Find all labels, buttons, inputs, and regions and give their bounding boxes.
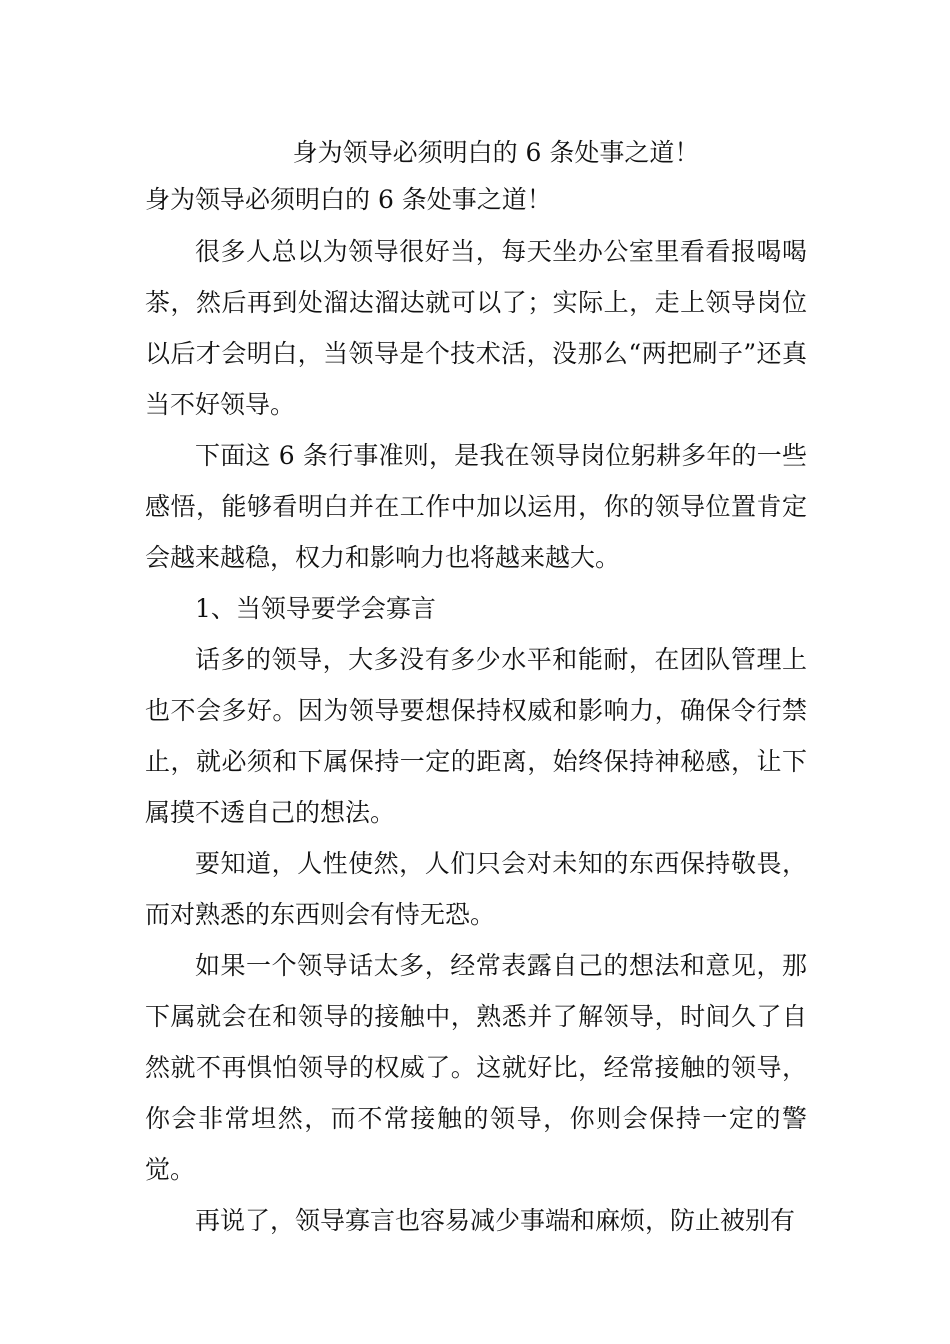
section-heading-1: 1、当领导要学会寡言 — [195, 594, 436, 623]
document-subtitle: 身为领导必须明白的 6 条处事之道！ — [145, 185, 552, 214]
paragraph-body: 再说了，领导寡言也容易减少事端和麻烦，防止被别有 — [195, 1206, 796, 1235]
paragraph-overview: 下面这 6 条行事准则，是我在领导岗位躬耕多年的一些感悟，能够看明白并在工作中加以运用，你的领导位置肯定会越来越稳，权力和影响力也将越来越大。 — [145, 441, 807, 572]
document-title: 身为领导必须明白的 6 条处事之道！ — [292, 138, 700, 167]
paragraph-body: 要知道，人性使然，人们只会对未知的东西保持敬畏，而对熟悉的东西则会有恃无恐。 — [145, 849, 807, 929]
paragraph-body: 话多的领导，大多没有多少水平和能耐，在团队管理上也不会多好。因为领导要想保持权威和影响力，确保令行禁止，就必须和下属保持一定的距离，始终保持神秘感，让下属摸不透自己的想法。 — [145, 645, 807, 827]
paragraph-intro: 很多人总以为领导很好当，每天坐办公室里看看报喝喝茶，然后再到处溜达溜达就可以了；实际上，走上领导岗位以后才会明白，当领导是个技术活，没那么“两把刷子”还真当不好领导。 — [145, 237, 807, 419]
document-body — [145, 128, 807, 1246]
paragraph-body: 如果一个领导话太多，经常表露自己的想法和意见，那下属就会在和领导的接触中，熟悉并了解领导，时间久了自然就不再惧怕领导的权威了。这就好比，经常接触的领导，你会非常坦然，而不常接触的领导，你则会保持一定的警觉。 — [145, 951, 807, 1184]
